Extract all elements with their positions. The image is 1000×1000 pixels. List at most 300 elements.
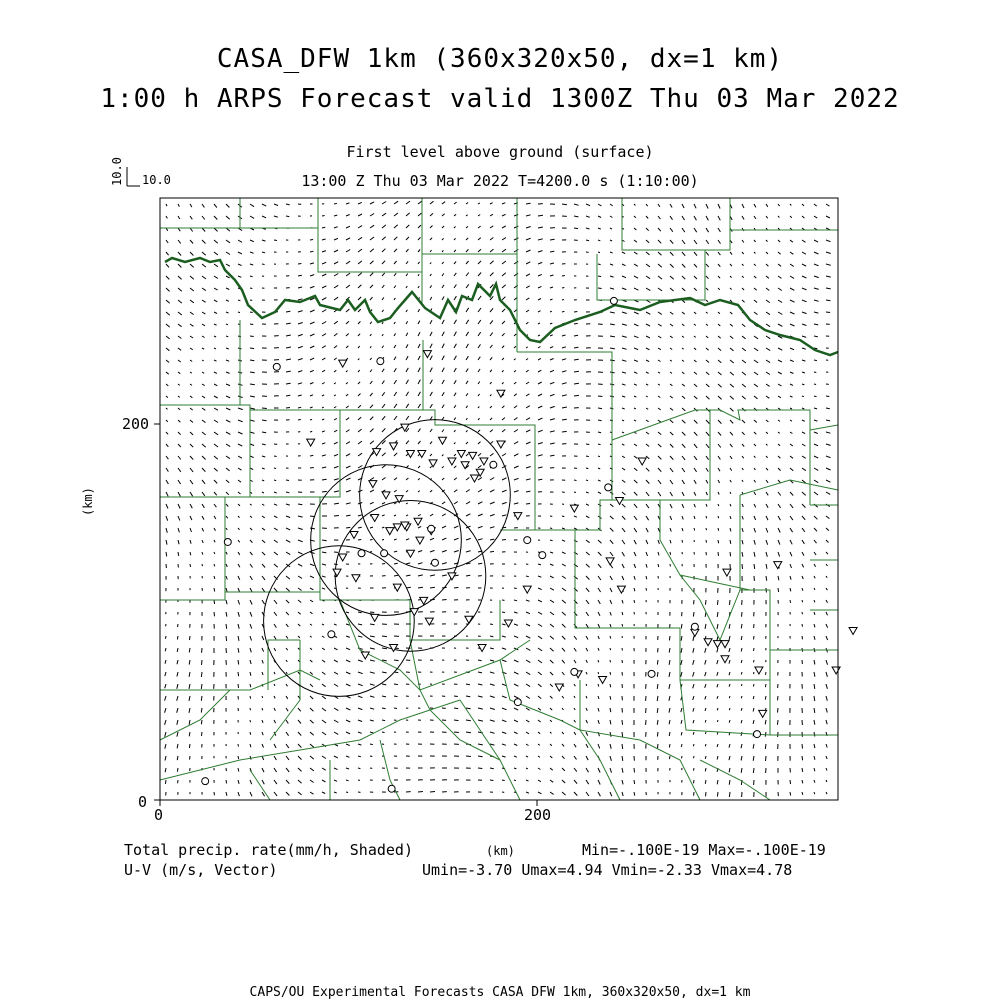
wind-vector: [490, 430, 493, 432]
wind-vector: [274, 540, 278, 543]
station-triangle: [832, 667, 840, 674]
wind-vector: [370, 237, 374, 240]
wind-vector: [705, 732, 706, 734]
wind-vector: [514, 612, 518, 613]
wind-vector: [382, 696, 386, 697]
wind-vector: [669, 720, 670, 724]
wind-vector: [646, 480, 649, 484]
wind-vector: [538, 684, 542, 687]
station-circle: [610, 297, 617, 304]
wind-vector: [826, 624, 828, 628]
wind-vector: [670, 456, 673, 460]
wind-vector: [298, 660, 300, 662]
wind-vector: [622, 252, 625, 254]
wind-vector: [706, 360, 709, 363]
wind-vector: [538, 370, 541, 372]
wind-vector: [718, 360, 721, 363]
wind-vector: [334, 227, 338, 228]
wind-vector: [310, 588, 313, 590]
wind-vector: [322, 684, 326, 687]
wind-vector: [658, 288, 662, 291]
wind-vector: [286, 408, 290, 409]
wind-vector: [490, 238, 493, 241]
wind-vector: [802, 744, 803, 749]
wind-vector: [622, 360, 626, 361]
wind-vector: [310, 612, 313, 614]
wind-vector: [214, 444, 218, 447]
wind-vector: [190, 336, 193, 338]
wind-vector: [766, 372, 770, 375]
wind-vector: [646, 372, 649, 373]
wind-vector: [190, 204, 192, 207]
wind-vector: [658, 312, 662, 314]
wind-vector: [430, 320, 432, 324]
wind-vector: [826, 300, 830, 301]
wind-vector: [238, 540, 240, 542]
wind-vector: [166, 240, 168, 243]
wind-vector: [262, 696, 263, 698]
wind-vector: [250, 552, 253, 555]
wind-vector: [430, 238, 432, 240]
wind-vector: [262, 516, 265, 518]
wind-vector: [610, 276, 614, 277]
wind-vector: [538, 696, 541, 699]
wind-vector: [658, 360, 661, 362]
wind-vector: [657, 720, 658, 725]
wind-vector: [562, 792, 566, 795]
wind-vector: [286, 480, 289, 481]
wind-vector: [490, 768, 494, 769]
wind-vector: [166, 300, 170, 303]
wind-vector: [694, 324, 696, 326]
wind-vector: [226, 420, 230, 422]
wind-vector: [741, 744, 742, 748]
wind-vector: [753, 744, 754, 749]
wind-vector: [238, 276, 241, 277]
wind-vector: [706, 216, 708, 220]
wind-vector: [826, 636, 828, 640]
wind-vector: [706, 204, 708, 209]
wind-vector: [190, 468, 193, 472]
wind-vector: [574, 732, 576, 735]
wind-vector: [826, 276, 831, 277]
wind-vector: [166, 540, 167, 545]
wind-vector: [298, 275, 302, 276]
wind-vector: [706, 492, 708, 495]
wind-vector: [766, 576, 767, 581]
wind-vector: [178, 516, 180, 521]
wind-vector: [430, 429, 432, 432]
wind-vector: [358, 261, 362, 264]
station-triangle: [721, 656, 729, 663]
wind-vector: [226, 612, 227, 617]
wind-vector: [814, 768, 815, 771]
station-triangle: [382, 492, 390, 499]
wind-vector: [669, 696, 670, 701]
wind-vector: [790, 360, 794, 362]
wind-vector: [802, 552, 804, 556]
wind-vector: [406, 368, 408, 372]
wind-vector: [586, 216, 590, 217]
wind-vector: [670, 468, 673, 472]
wind-vector: [418, 551, 422, 553]
wind-vector: [298, 756, 302, 760]
wind-vector: [730, 480, 731, 482]
wind-vector: [814, 732, 815, 737]
wind-vector: [693, 672, 694, 677]
wind-vector: [466, 514, 470, 516]
station-triangle: [371, 614, 379, 621]
station-circle: [539, 552, 546, 559]
wind-vector: [706, 336, 708, 338]
wind-vector: [622, 456, 625, 458]
wind-vector: [178, 528, 179, 532]
wind-vector: [742, 384, 746, 387]
wind-vector: [622, 792, 623, 796]
wind-vector: [226, 780, 227, 783]
station-triangle: [523, 586, 531, 593]
wind-vector: [610, 624, 611, 627]
station-triangle: [339, 554, 347, 561]
wind-vector: [706, 456, 709, 460]
wind-vector: [370, 225, 374, 228]
wind-vector: [346, 720, 350, 722]
wind-vector: [406, 539, 409, 540]
wind-vector: [201, 684, 202, 689]
wind-vector: [538, 430, 543, 432]
wind-vector: [226, 432, 230, 434]
wind-vector: [394, 696, 398, 697]
wind-vector: [178, 432, 181, 435]
wind-vector: [418, 514, 421, 516]
wind-vector: [802, 636, 803, 639]
wind-vector: [322, 407, 324, 408]
wind-vector: [177, 756, 178, 760]
wind-vector: [562, 335, 566, 336]
wind-vector: [694, 504, 695, 507]
wind-vector: [670, 492, 673, 496]
wind-vector: [262, 564, 265, 568]
wind-vector: [418, 262, 420, 264]
station-triangle: [369, 481, 377, 488]
wind-vector: [622, 432, 624, 433]
wind-vector: [598, 408, 602, 409]
wind-vector: [322, 334, 326, 336]
wind-vector: [814, 552, 816, 555]
wind-vector: [382, 404, 385, 408]
wind-vector: [718, 444, 721, 448]
wind-vector: [562, 732, 564, 734]
wind-vector: [190, 300, 194, 303]
wind-vector: [670, 348, 672, 350]
wind-vector: [406, 441, 409, 444]
wind-vector: [382, 527, 384, 528]
wind-vector: [346, 321, 349, 324]
wind-vector: [430, 332, 432, 336]
wind-vector: [418, 792, 423, 793]
wind-vector: [274, 204, 278, 206]
wind-vector: [382, 428, 385, 432]
wind-vector: [514, 370, 516, 372]
wind-vector: [586, 660, 587, 663]
wind-vector: [262, 732, 263, 735]
wind-vector: [238, 792, 239, 796]
wind-vector: [658, 552, 659, 555]
wind-vector: [538, 467, 543, 468]
wind-vector: [814, 792, 815, 794]
wind-vector: [442, 368, 444, 372]
wind-vector: [394, 563, 398, 564]
wind-vector: [790, 288, 794, 290]
wind-vector: [166, 420, 168, 422]
wind-vector: [454, 732, 459, 733]
wind-vector: [202, 348, 204, 349]
wind-vector: [226, 204, 229, 208]
wind-vector: [502, 203, 505, 204]
wind-vector: [274, 504, 277, 505]
wind-vector: [610, 288, 614, 289]
wind-vector: [742, 528, 743, 532]
wind-vector: [166, 468, 168, 472]
wind-vector: [538, 262, 542, 264]
wind-vector: [634, 228, 636, 230]
wind-vector: [322, 467, 326, 468]
wind-vector: [802, 264, 806, 266]
wind-vector: [466, 203, 468, 204]
wind-vector: [742, 240, 744, 243]
wind-vector: [766, 456, 768, 458]
wind-vector: [322, 648, 325, 650]
wind-vector: [814, 612, 815, 615]
wind-vector: [705, 744, 706, 746]
wind-vector: [478, 320, 481, 324]
wind-vector: [550, 624, 554, 627]
wind-vector: [574, 780, 577, 784]
wind-vector: [562, 359, 566, 360]
wind-vector: [729, 720, 730, 723]
wind-vector: [442, 344, 444, 348]
wind-vector: [526, 504, 530, 505]
wind-vector: [430, 466, 432, 468]
wind-vector: [765, 720, 766, 724]
wind-vector: [730, 420, 733, 423]
wind-vector: [262, 720, 263, 723]
wind-vector: [502, 780, 505, 781]
wind-vector: [298, 419, 301, 420]
wind-vector: [478, 332, 481, 336]
wind-vector: [250, 252, 254, 253]
wind-vector: [262, 456, 265, 457]
wind-vector: [442, 214, 445, 216]
wind-vector: [514, 600, 517, 601]
station-triangle: [410, 609, 418, 616]
wind-vector: [502, 214, 506, 216]
wind-vector: [298, 720, 301, 724]
y-tick-200: 200: [122, 415, 150, 433]
wind-vector: [754, 420, 757, 423]
wind-vector: [418, 309, 420, 312]
wind-vector: [334, 466, 338, 468]
wind-vector: [622, 576, 624, 580]
wind-vector: [658, 216, 660, 219]
wind-vector: [394, 322, 395, 324]
x-tick-0: 0: [154, 806, 164, 824]
wind-vector: [466, 238, 468, 240]
wind-vector: [598, 744, 600, 748]
wind-vector: [586, 456, 589, 457]
wind-vector: [478, 203, 480, 204]
wind-vector: [802, 612, 803, 614]
wind-vector: [814, 708, 815, 713]
wind-vector: [334, 418, 337, 420]
wind-vector: [693, 708, 694, 712]
wind-vector: [766, 348, 770, 351]
wind-vector: [526, 720, 529, 722]
wind-vector: [310, 407, 313, 408]
wind-vector: [670, 372, 672, 373]
wind-vector: [538, 732, 540, 734]
wind-vector: [322, 732, 326, 735]
wind-vector: [802, 216, 805, 218]
wind-vector: [705, 768, 706, 771]
wind-vector: [358, 648, 363, 649]
wind-vector: [502, 636, 506, 637]
wind-vector: [502, 261, 506, 264]
wind-vector: [598, 480, 601, 481]
wind-vector: [729, 696, 730, 698]
wind-vector: [177, 732, 178, 737]
wind-vector: [442, 466, 444, 468]
wind-vector: [214, 564, 215, 566]
wind-vector: [514, 346, 516, 348]
wind-vector: [190, 240, 193, 244]
wind-vector: [394, 551, 397, 552]
wind-vector: [490, 708, 495, 710]
wind-vector: [754, 348, 758, 351]
wind-vector: [165, 636, 166, 639]
wind-vector: [742, 288, 744, 290]
wind-vector: [226, 240, 230, 243]
wind-vector: [382, 202, 386, 205]
wind-vector: [634, 516, 637, 520]
wind-vector: [610, 540, 613, 544]
wind-vector: [346, 346, 348, 348]
wind-vector: [250, 432, 254, 433]
wind-vector: [214, 204, 217, 208]
wind-vector: [766, 288, 769, 291]
wind-vector: [406, 274, 408, 276]
wind-vector: [418, 491, 420, 492]
wind-vector: [562, 407, 567, 408]
wind-vector: [298, 600, 301, 603]
wind-vector: [214, 612, 215, 616]
wind-vector: [658, 456, 661, 459]
wind-vector: [430, 538, 434, 540]
wind-vector: [766, 216, 768, 218]
wind-vector: [334, 203, 337, 204]
wind-vector: [466, 538, 471, 540]
wind-vector: [705, 660, 706, 665]
wind-vector: [622, 468, 625, 470]
wind-vector: [358, 359, 359, 361]
wind-vector: [178, 552, 179, 556]
wind-vector: [418, 237, 421, 240]
wind-vector: [754, 240, 756, 242]
station-triangle: [774, 562, 782, 569]
wind-vector: [490, 370, 492, 372]
station-triangle: [414, 518, 422, 525]
wind-vector: [370, 478, 374, 480]
wind-vector: [622, 492, 625, 495]
wind-vector: [334, 238, 338, 240]
wind-vector: [778, 396, 781, 398]
wind-vector: [322, 286, 326, 288]
wind-vector: [202, 240, 206, 244]
wind-vector: [598, 648, 599, 651]
wind-vector: [826, 204, 829, 206]
wind-vector: [657, 672, 658, 677]
wind-vector: [214, 216, 217, 220]
wind-vector: [790, 252, 793, 254]
wind-vector: [586, 480, 588, 481]
wind-vector: [202, 432, 206, 435]
wind-vector: [658, 432, 661, 435]
wind-vector: [742, 552, 743, 557]
wind-vector: [778, 324, 782, 326]
wind-vector: [226, 288, 229, 290]
wind-vector: [526, 491, 530, 492]
wind-vector: [706, 516, 707, 518]
wind-vector: [514, 406, 517, 408]
wind-vector: [442, 285, 444, 288]
wind-vector: [178, 468, 181, 472]
wind-vector: [478, 308, 481, 312]
wind-vector: [550, 311, 552, 312]
wind-vector: [202, 732, 203, 736]
wind-vector: [729, 756, 730, 760]
wind-vector: [322, 564, 326, 565]
wind-vector: [586, 732, 588, 736]
wind-vector: [382, 237, 386, 240]
wind-vector: [610, 552, 613, 556]
station-triangle: [480, 458, 488, 465]
wind-vector: [741, 648, 742, 652]
wind-vector: [514, 780, 516, 781]
wind-vector: [802, 336, 806, 337]
wind-vector: [802, 528, 805, 532]
wind-vector: [814, 396, 817, 397]
wind-vector: [514, 744, 517, 746]
wind-vector: [358, 672, 363, 674]
wind-vector: [814, 480, 818, 483]
wind-vector: [814, 636, 815, 640]
wind-vector: [610, 732, 611, 737]
wind-vector: [634, 420, 636, 421]
wind-vector: [598, 228, 601, 229]
wind-vector: [730, 360, 734, 363]
wind-vector: [550, 275, 554, 276]
wind-vector: [634, 396, 636, 397]
wind-vector: [190, 324, 193, 326]
chart-title: CASA_DFW 1km (360x320x50, dx=1 km): [216, 44, 784, 74]
wind-vector: [538, 274, 542, 276]
wind-vector: [802, 360, 805, 361]
wind-vector: [202, 324, 205, 326]
wind-vector: [202, 540, 203, 543]
wind-vector: [478, 382, 480, 385]
wind-vector: [298, 299, 302, 300]
wind-vector: [310, 370, 314, 372]
